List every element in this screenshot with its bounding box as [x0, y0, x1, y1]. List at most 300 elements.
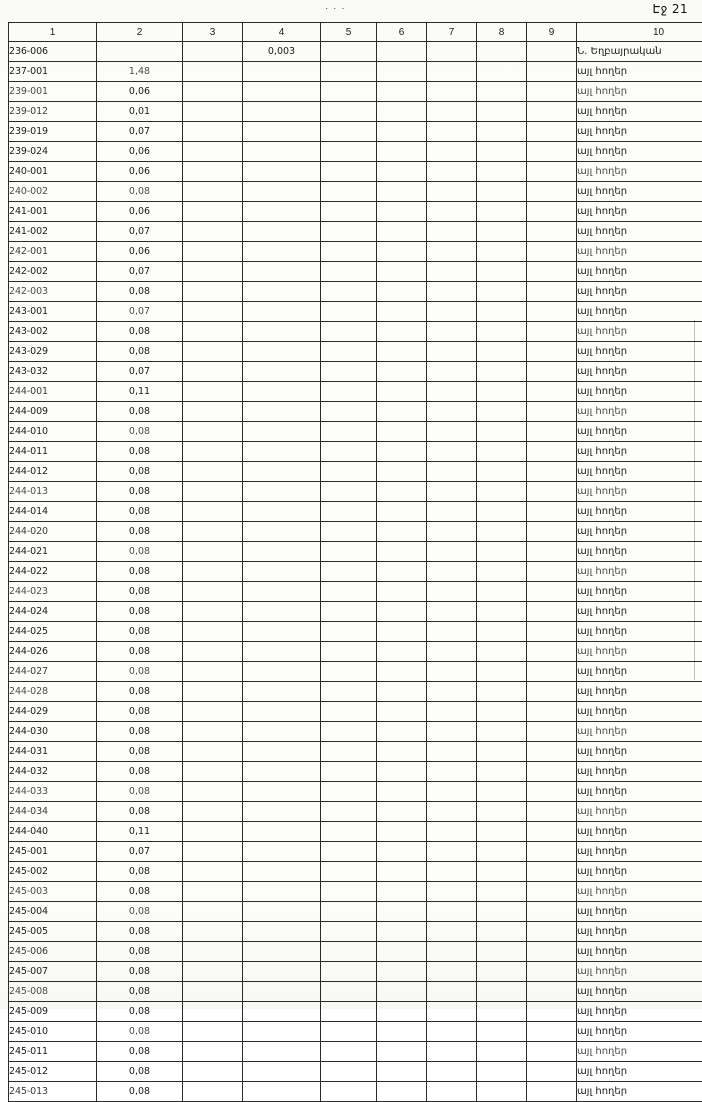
cell-col7	[427, 82, 477, 102]
cell-col9	[527, 982, 577, 1002]
cell-col4	[243, 102, 321, 122]
cell-col4	[243, 162, 321, 182]
cell-col3	[183, 842, 243, 862]
cell-note: այլ հողեր	[577, 702, 702, 722]
cell-col6	[377, 662, 427, 682]
cell-note: այլ հողեր	[577, 242, 702, 262]
cell-col7	[427, 882, 477, 902]
cell-col6	[377, 322, 427, 342]
cell-col9	[527, 802, 577, 822]
cell-col6	[377, 242, 427, 262]
cell-col7	[427, 282, 477, 302]
cell-col9	[527, 1062, 577, 1082]
cell-col4	[243, 642, 321, 662]
cell-col3	[183, 782, 243, 802]
cell-code: 242-003	[9, 282, 97, 302]
cell-col3	[183, 382, 243, 402]
cell-col4	[243, 1062, 321, 1082]
cell-code: 239-001	[9, 82, 97, 102]
cell-col6	[377, 842, 427, 862]
cell-col6	[377, 422, 427, 442]
cell-col5	[321, 262, 377, 282]
cell-col3	[183, 442, 243, 462]
cell-col5	[321, 282, 377, 302]
cell-col6	[377, 782, 427, 802]
cell-col3	[183, 142, 243, 162]
cell-note: այլ հողեր	[577, 222, 702, 242]
cell-code: 245-009	[9, 1002, 97, 1022]
cell-code: 239-019	[9, 122, 97, 142]
cell-col5	[321, 362, 377, 382]
cell-col7	[427, 142, 477, 162]
cell-col9	[527, 142, 577, 162]
cell-code: 245-011	[9, 1042, 97, 1062]
cell-col6	[377, 1022, 427, 1042]
cell-note: այլ հողեր	[577, 382, 702, 402]
column-header-10: 10	[577, 23, 702, 42]
cell-note: այլ հողեր	[577, 122, 702, 142]
cell-col5	[321, 682, 377, 702]
cell-col3	[183, 42, 243, 62]
cell-col8	[477, 902, 527, 922]
cell-col7	[427, 62, 477, 82]
cell-col2: 0,11	[97, 822, 183, 842]
cell-col4	[243, 962, 321, 982]
table-row	[9, 722, 702, 742]
cell-note: այլ հողեր	[577, 1002, 702, 1022]
scan-artifact-dots: · · ·	[325, 3, 346, 14]
cell-col9	[527, 582, 577, 602]
cell-col8	[477, 242, 527, 262]
cell-col4	[243, 442, 321, 462]
cell-col6	[377, 82, 427, 102]
cell-col9	[527, 102, 577, 122]
cell-col9	[527, 602, 577, 622]
cell-col4	[243, 382, 321, 402]
cell-col9	[527, 162, 577, 182]
cell-col8	[477, 482, 527, 502]
cell-col6	[377, 922, 427, 942]
cell-col9	[527, 762, 577, 782]
cell-col9	[527, 242, 577, 262]
land-registry-table	[8, 22, 702, 1102]
cell-col5	[321, 942, 377, 962]
cell-code: 245-012	[9, 1062, 97, 1082]
cell-col4	[243, 282, 321, 302]
table-row	[9, 102, 702, 122]
cell-col5	[321, 722, 377, 742]
cell-col5	[321, 422, 377, 442]
cell-note: այլ հողեր	[577, 862, 702, 882]
cell-col5	[321, 842, 377, 862]
cell-col7	[427, 742, 477, 762]
cell-col3	[183, 1082, 243, 1102]
cell-code: 243-029	[9, 342, 97, 362]
cell-col5	[321, 482, 377, 502]
cell-note: այլ հողեր	[577, 642, 702, 662]
cell-col9	[527, 362, 577, 382]
cell-col4	[243, 1002, 321, 1022]
table-row	[9, 382, 702, 402]
cell-code: 245-005	[9, 922, 97, 942]
table-body	[9, 42, 702, 1102]
cell-col8	[477, 562, 527, 582]
cell-col4	[243, 582, 321, 602]
table-row	[9, 502, 702, 522]
cell-code: 245-002	[9, 862, 97, 882]
cell-col2: 0,07	[97, 122, 183, 142]
cell-col6	[377, 722, 427, 742]
cell-col6	[377, 962, 427, 982]
cell-col8	[477, 962, 527, 982]
cell-col2: 0,08	[97, 182, 183, 202]
cell-note: այլ հողեր	[577, 262, 702, 282]
cell-col4	[243, 942, 321, 962]
cell-note: այլ հողեր	[577, 982, 702, 1002]
cell-col8	[477, 342, 527, 362]
cell-col7	[427, 222, 477, 242]
cell-col8	[477, 182, 527, 202]
table-row	[9, 862, 702, 882]
cell-code: 243-002	[9, 322, 97, 342]
cell-col6	[377, 382, 427, 402]
cell-col5	[321, 1042, 377, 1062]
cell-col3	[183, 902, 243, 922]
cell-code: 245-010	[9, 1022, 97, 1042]
cell-col7	[427, 242, 477, 262]
cell-col6	[377, 742, 427, 762]
cell-col5	[321, 342, 377, 362]
cell-col5	[321, 462, 377, 482]
cell-code: 244-022	[9, 562, 97, 582]
cell-col5	[321, 922, 377, 942]
table-row	[9, 122, 702, 142]
cell-col9	[527, 182, 577, 202]
cell-note: այլ հողեր	[577, 742, 702, 762]
cell-col8	[477, 302, 527, 322]
cell-col9	[527, 562, 577, 582]
cell-note: այլ հողեր	[577, 542, 702, 562]
cell-col2: 0,08	[97, 402, 183, 422]
table-row	[9, 742, 702, 762]
cell-note: այլ հողեր	[577, 462, 702, 482]
cell-col4	[243, 882, 321, 902]
cell-col4	[243, 422, 321, 442]
cell-col7	[427, 402, 477, 422]
column-header-9: 9	[527, 23, 577, 42]
table-row	[9, 262, 702, 282]
cell-col5	[321, 582, 377, 602]
cell-note: այլ հողեր	[577, 1062, 702, 1082]
cell-col3	[183, 582, 243, 602]
cell-col3	[183, 362, 243, 382]
cell-col9	[527, 322, 577, 342]
table-row	[9, 362, 702, 382]
cell-col9	[527, 282, 577, 302]
cell-col7	[427, 842, 477, 862]
cell-col2: 0,08	[97, 902, 183, 922]
cell-col7	[427, 382, 477, 402]
cell-note: այլ հողեր	[577, 1022, 702, 1042]
cell-col8	[477, 582, 527, 602]
cell-col7	[427, 1022, 477, 1042]
cell-col7	[427, 582, 477, 602]
cell-col8	[477, 662, 527, 682]
cell-code: 244-040	[9, 822, 97, 842]
cell-col7	[427, 702, 477, 722]
cell-col5	[321, 642, 377, 662]
cell-col8	[477, 442, 527, 462]
table-row	[9, 582, 702, 602]
table-row	[9, 162, 702, 182]
cell-col6	[377, 642, 427, 662]
cell-code: 244-011	[9, 442, 97, 462]
cell-col3	[183, 922, 243, 942]
cell-code: 239-024	[9, 142, 97, 162]
cell-col8	[477, 1022, 527, 1042]
cell-col7	[427, 302, 477, 322]
cell-col5	[321, 522, 377, 542]
cell-col8	[477, 422, 527, 442]
cell-note: այլ հողեր	[577, 962, 702, 982]
cell-col8	[477, 742, 527, 762]
cell-col3	[183, 702, 243, 722]
cell-col3	[183, 202, 243, 222]
land-registry-table-container	[8, 22, 690, 1102]
cell-code: 244-026	[9, 642, 97, 662]
cell-col7	[427, 622, 477, 642]
cell-col7	[427, 762, 477, 782]
cell-col9	[527, 342, 577, 362]
cell-col8	[477, 542, 527, 562]
cell-col9	[527, 1042, 577, 1062]
cell-col2: 0,08	[97, 882, 183, 902]
cell-col6	[377, 182, 427, 202]
cell-col7	[427, 682, 477, 702]
cell-note: այլ հողեր	[577, 922, 702, 942]
cell-code: 245-008	[9, 982, 97, 1002]
cell-col7	[427, 202, 477, 222]
cell-col2: 0,07	[97, 842, 183, 862]
column-header-5: 5	[321, 23, 377, 42]
cell-col3	[183, 342, 243, 362]
cell-note: այլ հողեր	[577, 302, 702, 322]
cell-col4	[243, 682, 321, 702]
cell-code: 241-002	[9, 222, 97, 242]
cell-col5	[321, 242, 377, 262]
table-row	[9, 962, 702, 982]
cell-col3	[183, 82, 243, 102]
cell-col2: 0,08	[97, 442, 183, 462]
cell-col8	[477, 382, 527, 402]
table-row	[9, 802, 702, 822]
cell-col3	[183, 462, 243, 482]
table-row	[9, 42, 702, 62]
cell-col4	[243, 622, 321, 642]
table-row	[9, 562, 702, 582]
cell-col6	[377, 862, 427, 882]
cell-col9	[527, 482, 577, 502]
table-row	[9, 482, 702, 502]
cell-code: 244-001	[9, 382, 97, 402]
cell-col7	[427, 262, 477, 282]
cell-note: այլ հողեր	[577, 802, 702, 822]
cell-col3	[183, 1022, 243, 1042]
cell-col2: 0,08	[97, 782, 183, 802]
cell-col7	[427, 802, 477, 822]
cell-col6	[377, 42, 427, 62]
cell-col3	[183, 942, 243, 962]
cell-col2: 0,11	[97, 382, 183, 402]
cell-col5	[321, 702, 377, 722]
cell-col2: 0,08	[97, 282, 183, 302]
cell-col5	[321, 1022, 377, 1042]
cell-col4	[243, 722, 321, 742]
cell-note: այլ հողեր	[577, 882, 702, 902]
cell-note: այլ հողեր	[577, 342, 702, 362]
table-row	[9, 442, 702, 462]
cell-col2: 0,06	[97, 242, 183, 262]
cell-col4	[243, 402, 321, 422]
table-row	[9, 702, 702, 722]
cell-col5	[321, 882, 377, 902]
cell-col8	[477, 1062, 527, 1082]
cell-col9	[527, 122, 577, 142]
table-row	[9, 322, 702, 342]
cell-note: այլ հողեր	[577, 622, 702, 642]
cell-note: այլ հողեր	[577, 722, 702, 742]
cell-col9	[527, 922, 577, 942]
cell-col8	[477, 122, 527, 142]
cell-col4	[243, 342, 321, 362]
cell-col2: 0,08	[97, 862, 183, 882]
cell-col3	[183, 862, 243, 882]
cell-col5	[321, 602, 377, 622]
cell-col9	[527, 862, 577, 882]
cell-code: 245-007	[9, 962, 97, 982]
cell-col2: 0,07	[97, 222, 183, 242]
cell-col3	[183, 802, 243, 822]
cell-col5	[321, 62, 377, 82]
cell-col7	[427, 342, 477, 362]
cell-col4	[243, 782, 321, 802]
cell-col4	[243, 822, 321, 842]
cell-code: 245-013	[9, 1082, 97, 1102]
cell-col9	[527, 702, 577, 722]
cell-col7	[427, 482, 477, 502]
cell-col6	[377, 402, 427, 422]
cell-col9	[527, 222, 577, 242]
cell-col2: 0,08	[97, 562, 183, 582]
cell-col7	[427, 642, 477, 662]
cell-col2: 0,08	[97, 1062, 183, 1082]
cell-col3	[183, 962, 243, 982]
cell-col5	[321, 982, 377, 1002]
cell-col6	[377, 302, 427, 322]
cell-col4	[243, 302, 321, 322]
table-row	[9, 182, 702, 202]
cell-col7	[427, 562, 477, 582]
table-row	[9, 822, 702, 842]
cell-code: 244-021	[9, 542, 97, 562]
cell-col7	[427, 942, 477, 962]
cell-col8	[477, 642, 527, 662]
cell-col8	[477, 62, 527, 82]
cell-col7	[427, 42, 477, 62]
cell-col3	[183, 302, 243, 322]
cell-col4	[243, 262, 321, 282]
cell-col5	[321, 142, 377, 162]
cell-col2: 0,08	[97, 422, 183, 442]
cell-col7	[427, 182, 477, 202]
cell-col2: 0,08	[97, 1022, 183, 1042]
cell-col2: 0,08	[97, 702, 183, 722]
cell-note: այլ հողեր	[577, 142, 702, 162]
cell-col6	[377, 282, 427, 302]
cell-col6	[377, 602, 427, 622]
cell-col2: 0,07	[97, 262, 183, 282]
cell-col5	[321, 502, 377, 522]
cell-code: 244-009	[9, 402, 97, 422]
cell-col2: 0,08	[97, 722, 183, 742]
cell-note: այլ հողեր	[577, 822, 702, 842]
cell-note: այլ հողեր	[577, 902, 702, 922]
cell-col7	[427, 782, 477, 802]
cell-col3	[183, 742, 243, 762]
cell-col4	[243, 862, 321, 882]
cell-code: 245-004	[9, 902, 97, 922]
cell-code: 245-003	[9, 882, 97, 902]
cell-col7	[427, 542, 477, 562]
cell-code: 245-006	[9, 942, 97, 962]
cell-col4	[243, 762, 321, 782]
cell-col3	[183, 322, 243, 342]
cell-col3	[183, 242, 243, 262]
cell-col9	[527, 522, 577, 542]
cell-col4	[243, 802, 321, 822]
cell-col9	[527, 902, 577, 922]
cell-col9	[527, 942, 577, 962]
cell-col8	[477, 942, 527, 962]
cell-code: 239-012	[9, 102, 97, 122]
cell-code: 244-032	[9, 762, 97, 782]
cell-col7	[427, 602, 477, 622]
cell-col8	[477, 362, 527, 382]
cell-note: այլ հողեր	[577, 102, 702, 122]
cell-col6	[377, 542, 427, 562]
cell-col8	[477, 142, 527, 162]
cell-col8	[477, 1002, 527, 1022]
cell-col3	[183, 422, 243, 442]
cell-code: 244-033	[9, 782, 97, 802]
cell-col8	[477, 762, 527, 782]
cell-col7	[427, 1042, 477, 1062]
cell-col4	[243, 1082, 321, 1102]
cell-col6	[377, 142, 427, 162]
cell-col7	[427, 162, 477, 182]
cell-code: 237-001	[9, 62, 97, 82]
table-row	[9, 1062, 702, 1082]
cell-col9	[527, 662, 577, 682]
cell-note: այլ հողեր	[577, 62, 702, 82]
cell-col4	[243, 142, 321, 162]
cell-code: 244-013	[9, 482, 97, 502]
cell-note: այլ հողեր	[577, 502, 702, 522]
cell-note: այլ հողեր	[577, 942, 702, 962]
cell-col4	[243, 482, 321, 502]
table-header-row	[9, 23, 702, 42]
cell-col7	[427, 902, 477, 922]
